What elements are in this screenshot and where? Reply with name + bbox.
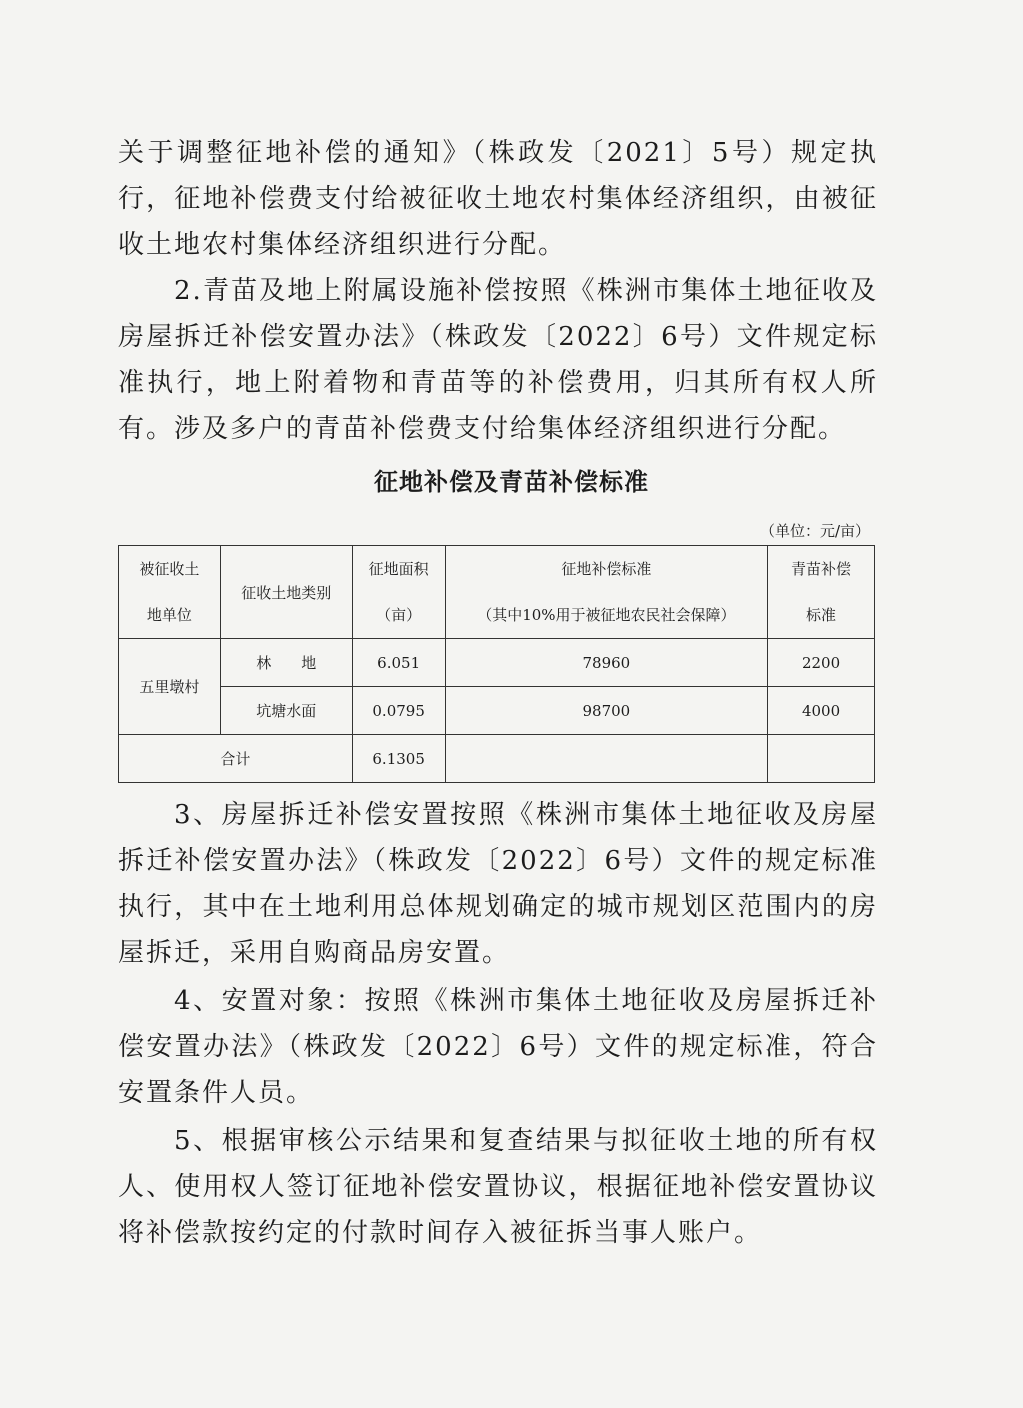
paragraph-5: 5、根据审核公示结果和复查结果与拟征收土地的所有权人、使用权人签订征地补偿安置协议，根据征地补偿安置协议将补偿款按约定的付款时间存入被征拆当事人账户。 — [118, 1126, 878, 1248]
table-total-row — [119, 735, 875, 783]
table-unit: （单位：元/亩） — [759, 522, 870, 540]
paragraph-3: 3、房屋拆迁补偿安置按照《株洲市集体土地征收及房屋拆迁补偿安置办法》（株政发〔2022〕6号）文件的规定标准执行，其中在土地利用总体规划确定的城市规划区范围内的房屋拆迁，采用自购商品房安置。 — [118, 800, 878, 968]
total-area: 6.1305 — [352, 735, 445, 783]
table-row — [119, 687, 875, 735]
table-row — [119, 639, 875, 687]
total-compensation — [445, 735, 768, 783]
village-cell: 五里墩村 — [119, 639, 221, 735]
crop-cell: 2200 — [768, 639, 875, 687]
total-label: 合计 — [119, 735, 353, 783]
table-header-row — [119, 546, 875, 639]
area-cell: 0.0795 — [352, 687, 445, 735]
area-cell: 6.051 — [352, 639, 445, 687]
header-area: 征地面积 （亩） — [352, 546, 445, 639]
compensation-cell: 78960 — [445, 639, 768, 687]
table-title: 征地补偿及青苗补偿标准 — [374, 468, 649, 496]
total-crop — [768, 735, 875, 783]
compensation-table — [118, 545, 875, 783]
paragraph-1: 关于调整征地补偿的通知》（株政发〔2021〕5号）规定执行，征地补偿费支付给被征收土地农村集体经济组织，由被征收土地农村集体经济组织进行分配。 — [118, 138, 878, 260]
paragraph-2: 2.青苗及地上附属设施补偿按照《株洲市集体土地征收及房屋拆迁补偿安置办法》（株政发〔2022〕6号）文件规定标准执行，地上附着物和青苗等的补偿费用，归其所有权人所有。涉及多户的青苗补偿费支付给集体经济组织进行分配。 — [118, 276, 878, 444]
paragraph-4: 4、安置对象：按照《株洲市集体土地征收及房屋拆迁补偿安置办法》（株政发〔2022〕6号）文件的规定标准，符合安置条件人员。 — [118, 986, 878, 1108]
header-category: 征收土地类别 — [220, 546, 352, 639]
header-crop: 青苗补偿 标准 — [768, 546, 875, 639]
compensation-cell: 98700 — [445, 687, 768, 735]
crop-cell: 4000 — [768, 687, 875, 735]
header-compensation: 征地补偿标准 （其中10%用于被征地农民社会保障） — [445, 546, 768, 639]
category-cell: 林 地 — [220, 639, 352, 687]
header-unit: 被征收土 地单位 — [119, 546, 221, 639]
category-cell: 坑塘水面 — [220, 687, 352, 735]
